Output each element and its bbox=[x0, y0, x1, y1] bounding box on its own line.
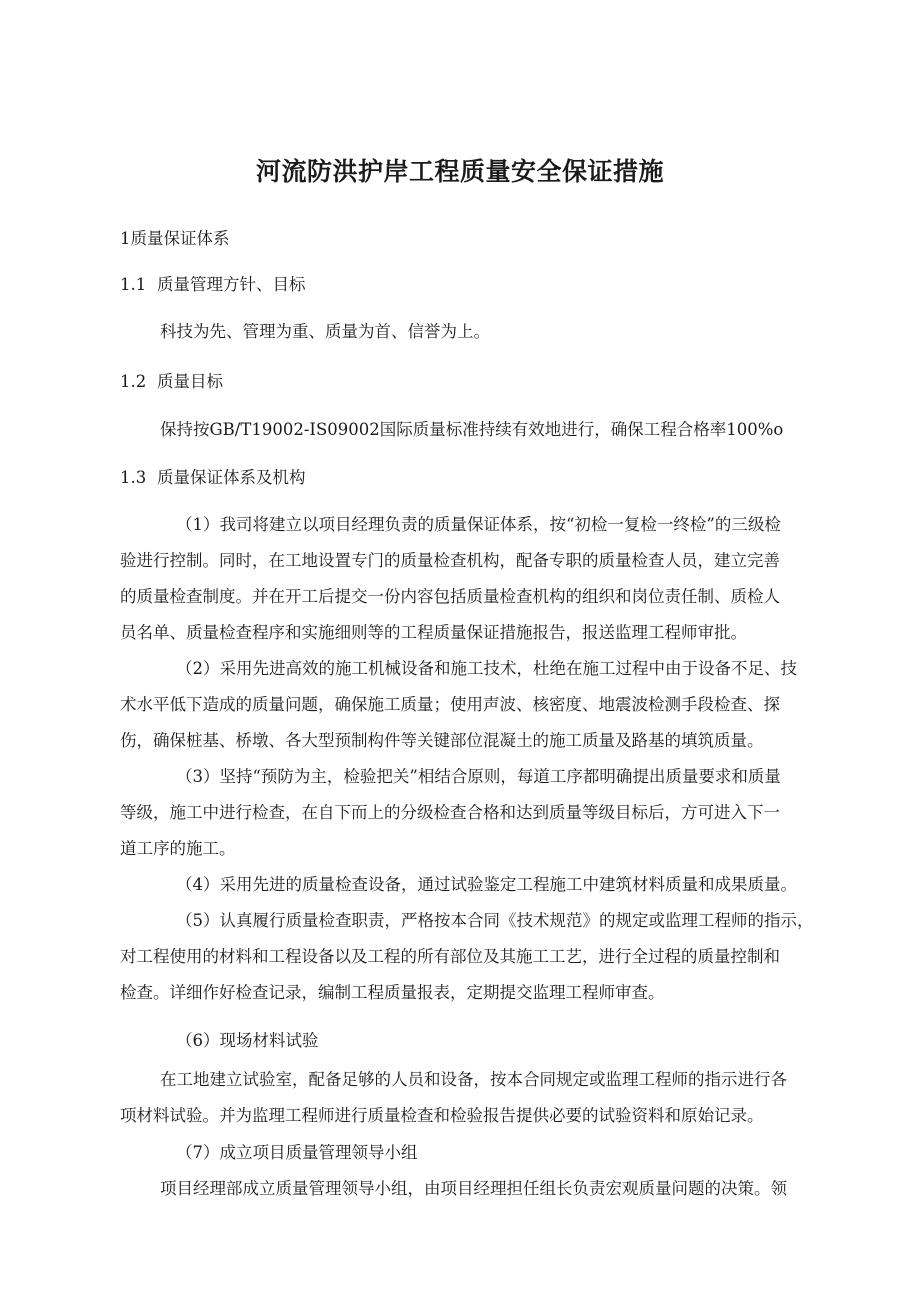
section-1-2-text: 保持按GB/T19002-IS09002国际质量标准持续有效地进行，确保工程合格率100%o bbox=[160, 420, 784, 439]
item-1-line: 验进行控制。同时，在工地设置专门的质量检查机构，配备专职的质量检查人员，建立完善 bbox=[120, 551, 780, 570]
section-1-1-title: 质量管理方针、目标 bbox=[157, 275, 306, 294]
item-2-line: （2）采用先进高效的施工机械设备和施工技术，杜绝在施工过程中由于设备不足、技 bbox=[176, 659, 797, 678]
section-1-3-heading bbox=[120, 467, 306, 489]
section-1-2-number: 1.2 bbox=[120, 372, 147, 391]
document-title: 河流防洪护岸工程质量安全保证措施 bbox=[255, 157, 664, 186]
item-1-line: 员名单、质量检查程序和实施细则等的工程质量保证措施报告，报送监理工程师审批。 bbox=[120, 623, 747, 642]
item-4-line: （4）采用先进的质量检查设备，通过试验鉴定工程施工中建筑材料质量和成果质量。 bbox=[176, 875, 797, 894]
item-3-line: （3）坚持“预防为主，检验把关”相结合原则，每道工序都明确提出质量要求和质量 bbox=[176, 767, 781, 786]
item-2-line: 术水平低下造成的质量问题，确保施工质量；使用声波、核密度、地震波检测手段检查、探 bbox=[120, 695, 780, 714]
item-5-line: 检查。详细作好检查记录，编制工程质量报表，定期提交监理工程师审查。 bbox=[120, 983, 665, 1002]
item-7-heading: （7）成立项目质量管理领导小组 bbox=[176, 1143, 418, 1162]
item-6-heading: （6）现场材料试验 bbox=[176, 1031, 319, 1050]
item-5-line: （5）认真履行质量检查职责，严格按本合同《技术规范》的规定或监理工程师的指示， bbox=[176, 911, 814, 930]
section-1-3-number: 1.3 bbox=[120, 468, 147, 487]
item-3-line: 道工序的施工。 bbox=[120, 839, 236, 858]
item-1-line: （1）我司将建立以项目经理负责的质量保证体系，按“初检一复检一终检”的三级检 bbox=[176, 515, 781, 534]
item-7-line: 项目经理部成立质量管理领导小组，由项目经理担任组长负责宏观质量问题的决策。领 bbox=[160, 1179, 787, 1198]
section-1-1-text: 科技为先、管理为重、质量为首、信誉为上。 bbox=[160, 322, 490, 341]
section-1-3-title: 质量保证体系及机构 bbox=[157, 468, 306, 487]
section-1-1-heading bbox=[120, 274, 306, 296]
section-1-2-title: 质量目标 bbox=[157, 372, 223, 391]
item-1-line: 的质量检查制度。并在开工后提交一份内容包括质量检查机构的组织和岗位责任制、质检人 bbox=[120, 587, 780, 606]
section-1-heading: 1质量保证体系 bbox=[120, 229, 230, 248]
item-2-line: 伤，确保桩基、桥墩、各大型预制构件等关键部位混凝土的施工质量及路基的填筑质量。 bbox=[120, 731, 764, 750]
section-1-2-heading bbox=[120, 371, 223, 393]
item-6-line: 项材料试验。并为监理工程师进行质量检查和检验报告提供必要的试验资料和原始记录。 bbox=[120, 1106, 764, 1125]
item-5-line: 对工程使用的材料和工程设备以及工程的所有部位及其施工工艺，进行全过程的质量控制和 bbox=[120, 947, 780, 966]
item-3-line: 等级，施工中进行检查，在自下而上的分级检查合格和达到质量等级目标后，方可进入下一 bbox=[120, 803, 780, 822]
section-1-1-number: 1.1 bbox=[120, 275, 147, 294]
item-6-line: 在工地建立试验室，配备足够的人员和设备，按本合同规定或监理工程师的指示进行各 bbox=[160, 1070, 787, 1089]
